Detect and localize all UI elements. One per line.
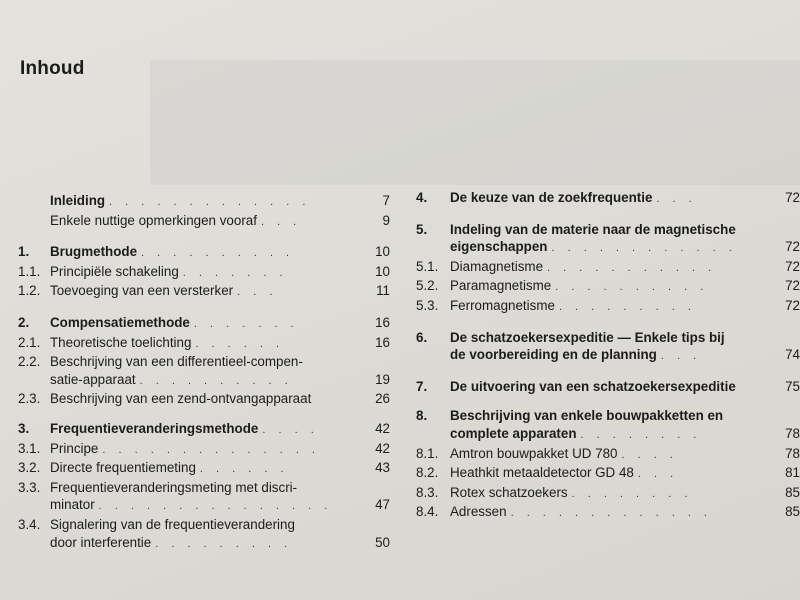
toc-entry	[416, 297, 800, 317]
toc-entry	[18, 334, 390, 354]
toc-entry-leader: . . . . . . . . . .	[141, 247, 295, 260]
toc-entry	[416, 238, 800, 258]
page-shading	[150, 60, 800, 185]
toc-entry-number: 8.1.	[416, 445, 439, 461]
toc-entry-leader: . . .	[260, 215, 302, 228]
toc-entry	[416, 503, 800, 523]
toc-entry-page: 85	[785, 484, 800, 500]
page-title: Inhoud	[20, 58, 85, 79]
toc-entry-number: 1.1.	[18, 263, 41, 279]
toc-entry-leader: . . . . . . . . . .	[555, 281, 709, 294]
toc-entry-number: 3.4.	[18, 516, 41, 532]
toc-entry-leader: . . . . . . . . . . . . . . .	[98, 500, 333, 513]
toc-entry-number: 5.3.	[416, 297, 439, 313]
section-gap	[416, 366, 800, 378]
toc-entry-title: Theoretische toelichting	[50, 334, 192, 350]
toc-entry-page: 85	[785, 504, 800, 520]
toc-entry-page: 81	[785, 465, 800, 481]
toc-entry-page: 26	[375, 391, 390, 407]
toc-entry-page: 16	[375, 314, 390, 330]
toc-entry	[18, 371, 390, 391]
toc-entry-leader: . . . . . . . . . . . .	[551, 242, 737, 255]
toc-entry-number: 3.2.	[18, 460, 41, 476]
toc-entry-number: 5.	[416, 221, 428, 237]
toc-entry	[18, 263, 390, 283]
toc-entry-leader: . . .	[656, 193, 697, 205]
section-gap	[416, 395, 800, 407]
toc-entry-number: 3.	[18, 420, 30, 436]
toc-entry-title: Adressen	[450, 504, 507, 520]
toc-entry	[416, 484, 800, 504]
toc-entry-title: Enkele nuttige opmerkingen vooraf	[50, 212, 257, 228]
toc-entry	[416, 464, 800, 484]
toc-entry-page: 72	[785, 190, 800, 205]
toc-entry-number: 2.1.	[18, 334, 41, 350]
toc-entry-title: Rotex schatzoekers	[450, 484, 568, 500]
toc-entry	[18, 420, 390, 440]
section-gap	[416, 317, 800, 329]
section-gap	[18, 408, 390, 420]
toc-entry-title: Frequentieveranderingsmeting met discri-	[50, 479, 298, 495]
toc-entry-page: 72	[785, 239, 800, 255]
toc-left-column	[18, 192, 390, 553]
toc-entry-leader: . . . .	[262, 423, 319, 436]
toc-entry-number: 3.1.	[18, 440, 41, 456]
toc-entry-leader: . . . . . .	[195, 337, 285, 350]
toc-entry-title: Principiële schakeling	[50, 263, 179, 279]
toc-entry-leader: . . .	[637, 468, 679, 481]
toc-entry-number: 8.2.	[416, 465, 439, 481]
toc-entry-leader: . . . . . . .	[182, 266, 288, 279]
toc-entry	[18, 192, 390, 212]
toc-entry-page: 16	[375, 334, 390, 350]
toc-entry-title: Compensatiemethode	[50, 314, 190, 330]
toc-entry-page: 10	[375, 263, 390, 279]
toc-entry-page: 50	[375, 534, 390, 550]
toc-entry-title: Brugmethode	[50, 244, 138, 260]
toc-entry-title: Beschrijving van een differentieel-compen-	[50, 354, 303, 370]
toc-entry-page: 42	[375, 420, 390, 436]
toc-entry-title: Toevoeging van een versterker	[50, 283, 234, 299]
toc-entry-title: Heathkit metaaldetector GD 48	[450, 465, 634, 481]
toc-entry-number: 3.3.	[18, 479, 41, 495]
toc-entry-leader: . . . . . . . . . . . . .	[510, 507, 712, 520]
toc-entry	[18, 353, 390, 371]
toc-entry	[18, 534, 390, 554]
toc-entry-leader: . . . . . . . . . . . . .	[109, 196, 311, 208]
toc-right-column	[416, 189, 800, 523]
toc-entry-page: 7	[382, 193, 390, 208]
section-gap	[18, 302, 390, 314]
toc-entry-title: door interferentie	[50, 534, 152, 550]
toc-entry-leader: . . . . . . . . . .	[139, 374, 293, 387]
toc-entry-title: Diamagnetisme	[450, 258, 544, 274]
toc-entry	[416, 329, 800, 347]
toc-entry-title: de voorbereiding en de planning	[450, 347, 657, 363]
toc-entry-number: 8.	[416, 408, 428, 424]
toc-entry-leader: . . . .	[621, 448, 678, 461]
toc-entry-leader: . . . . . . . . . . . . . .	[102, 443, 320, 456]
toc-entry	[416, 221, 800, 239]
toc-entry-title: Amtron bouwpakket UD 780	[450, 445, 618, 461]
toc-entry	[18, 496, 390, 516]
toc-entry-number: 1.	[18, 244, 30, 260]
toc-entry-title: complete apparaten	[450, 425, 577, 441]
toc-entry-title: De schatzoekersexpeditie — Enkele tips bij	[450, 329, 725, 345]
toc-entry	[416, 407, 800, 425]
toc-entry-title: Indeling van de materie naar de magnetische	[450, 221, 736, 237]
toc-entry	[18, 479, 390, 497]
toc-entry-number: 1.2.	[18, 283, 41, 299]
section-gap	[18, 231, 390, 243]
toc-entry-page: 11	[376, 283, 390, 299]
toc-entry-page: 10	[375, 244, 390, 260]
toc-entry-title: Paramagnetisme	[450, 278, 552, 294]
toc-entry-title: Ferromagnetisme	[450, 297, 555, 313]
toc-entry-number: 2.2.	[18, 354, 41, 370]
toc-entry-number: 2.	[18, 314, 30, 330]
toc-entry	[416, 378, 800, 396]
toc-entry-title: Beschrijving van enkele bouwpakketten en	[450, 408, 724, 424]
toc-entry-page: 9	[382, 212, 390, 228]
toc-entry-leader: . . . . . . . . .	[558, 300, 696, 313]
toc-entry-page: 42	[375, 440, 390, 456]
toc-entry-page: 72	[785, 258, 800, 274]
toc-entry-number: 7.	[416, 378, 428, 394]
toc-entry-leader: . . . . . . . .	[580, 428, 702, 441]
toc-entry-number: 5.1.	[416, 258, 439, 274]
toc-entry	[18, 282, 390, 302]
toc-entry-leader: . . . . . . . .	[571, 487, 693, 500]
toc-entry-page: 78	[785, 425, 800, 441]
toc-entry	[18, 516, 390, 534]
section-gap	[416, 209, 800, 221]
toc-entry	[18, 212, 390, 232]
toc-entry	[416, 445, 800, 465]
toc-entry-title: Signalering van de frequentieverandering	[50, 516, 295, 532]
toc-entry	[416, 258, 800, 278]
toc-entry-number: 8.4.	[416, 504, 439, 520]
toc-entry-title: De uitvoering van een schatzoekersexpeditie	[450, 378, 736, 394]
toc-entry-number: 8.3.	[416, 484, 439, 500]
toc-entry-page: 19	[375, 371, 390, 387]
toc-entry-title: De keuze van de zoekfrequentie	[450, 190, 653, 205]
toc-entry-page: 75	[785, 378, 800, 394]
toc-entry-leader: . . .	[660, 350, 702, 363]
toc-entry-number: 6.	[416, 329, 428, 345]
toc-entry-page: 43	[375, 460, 390, 476]
toc-entry-leader: . . .	[237, 286, 278, 299]
toc-entry-title: Inleiding	[50, 193, 106, 208]
toc-entry	[416, 189, 800, 209]
toc-entry-title: Frequentieveranderingsmethode	[50, 420, 259, 436]
toc-entry-title: Beschrijving van een zend-ontvangapparaat	[50, 391, 312, 407]
toc-entry-leader: . . . . . . .	[193, 317, 299, 330]
toc-entry-title: minator	[50, 497, 95, 513]
toc-entry	[416, 277, 800, 297]
toc-entry	[18, 440, 390, 460]
toc-entry-title: Principe	[50, 440, 99, 456]
toc-entry	[18, 243, 390, 263]
toc-entry-leader: . . . . . . . . . . .	[547, 261, 717, 274]
toc-entry-title: eigenschappen	[450, 239, 548, 255]
toc-entry-page: 74	[785, 347, 800, 363]
toc-entry-leader: . . . . . .	[199, 463, 289, 476]
toc-entry-number: 2.3.	[18, 391, 41, 407]
toc-entry-number: 4.	[416, 190, 428, 205]
toc-entry-title: Directe frequentiemeting	[50, 460, 196, 476]
toc-entry-title: satie-apparaat	[50, 371, 136, 387]
toc-entry	[18, 459, 390, 479]
toc-entry-leader: . . . . . . . . .	[155, 537, 293, 550]
toc-entry-number: 5.2.	[416, 278, 439, 294]
toc-entry	[18, 390, 390, 408]
toc-entry	[18, 314, 390, 334]
toc-entry-page: 72	[785, 297, 800, 313]
toc-entry-page: 47	[375, 497, 390, 513]
toc-entry-page: 78	[785, 445, 800, 461]
toc-entry	[416, 346, 800, 366]
toc-entry-page: 72	[785, 278, 800, 294]
toc-entry	[416, 425, 800, 445]
